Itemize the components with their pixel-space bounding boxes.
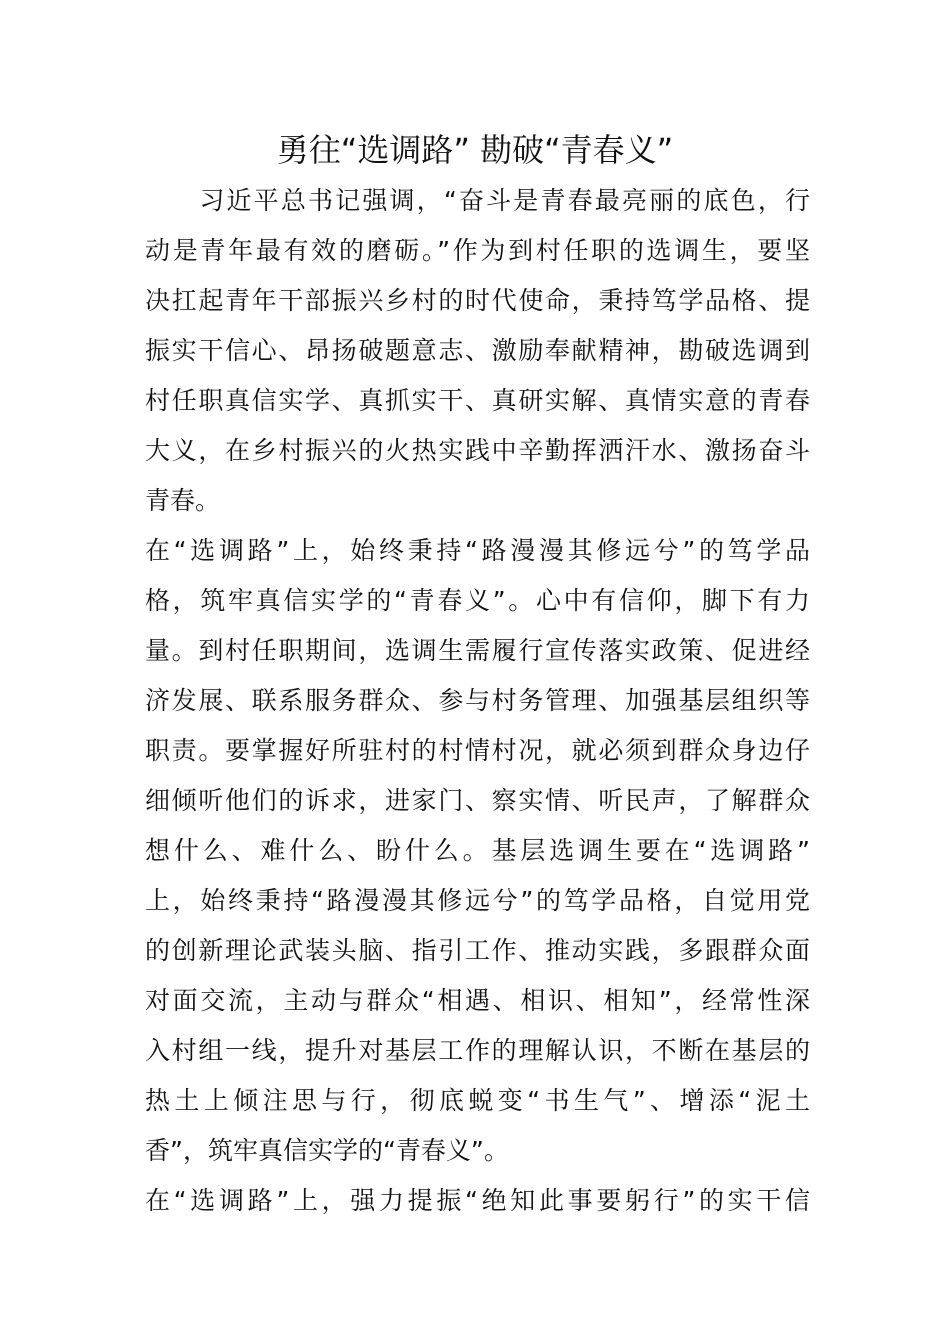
- text-line: 决扛起青年干部振兴乡村的时代使命，秉持笃学品格、提: [145, 286, 810, 315]
- paragraph-1: [145, 176, 810, 526]
- text-line: 热土上倾注思与行，彻底蜕变“书生气”、增添“泥土: [145, 1086, 810, 1115]
- text-line: 想什么、难什么、盼什么。基层选调生要在“选调路”: [145, 836, 810, 865]
- text-line: 村任职真信实学、真抓实干、真研实解、真情实意的青春: [145, 386, 810, 415]
- text-line: 上，始终秉持“路漫漫其修远兮”的笃学品格，自觉用党: [145, 886, 810, 915]
- paragraph-3: [145, 1176, 810, 1226]
- text-line: 在“选调路”上，强力提振“绝知此事要躬行”的实干信: [145, 1186, 810, 1215]
- text-line: 在“选调路”上，始终秉持“路漫漫其修远兮”的笃学品: [145, 536, 810, 565]
- text-line: 职责。要掌握好所驻村的村情村况，就必须到群众身边仔: [145, 736, 810, 765]
- text-line: 对面交流，主动与群众“相遇、相识、相知”，经常性深: [145, 986, 810, 1015]
- text-line: 香”，筑牢真信实学的“青春义”。: [145, 1136, 509, 1165]
- text-line: 入村组一线，提升对基层工作的理解认识，不断在基层的: [145, 1036, 810, 1065]
- document-title: 勇往“选调路” 勘破“青春义”: [276, 131, 674, 169]
- text-line: 习近平总书记强调，“奋斗是青春最亮丽的底色，行: [145, 186, 810, 215]
- text-line: 动是青年最有效的磨砺。”作为到村任职的选调生，要坚: [145, 236, 810, 265]
- text-line: 量。到村任职期间，选调生需履行宣传落实政策、促进经: [145, 636, 810, 665]
- text-line: 的创新理论武装头脑、指引工作、推动实践，多跟群众面: [145, 936, 810, 965]
- document-body: [145, 176, 810, 1226]
- text-line: 青春。: [145, 486, 221, 515]
- paragraph-2: [145, 526, 810, 1176]
- text-line: 细倾听他们的诉求，进家门、察实情、听民声，了解群众: [145, 786, 810, 815]
- text-line: 济发展、联系服务群众、参与村务管理、加强基层组织等: [145, 686, 810, 715]
- text-line: 大义，在乡村振兴的火热实践中辛勤挥洒汗水、激扬奋斗: [145, 436, 810, 465]
- text-line: 振实干信心、昂扬破题意志、激励奉献精神，勘破选调到: [145, 336, 810, 365]
- text-line: 格，筑牢真信实学的“青春义”。心中有信仰，脚下有力: [145, 586, 810, 615]
